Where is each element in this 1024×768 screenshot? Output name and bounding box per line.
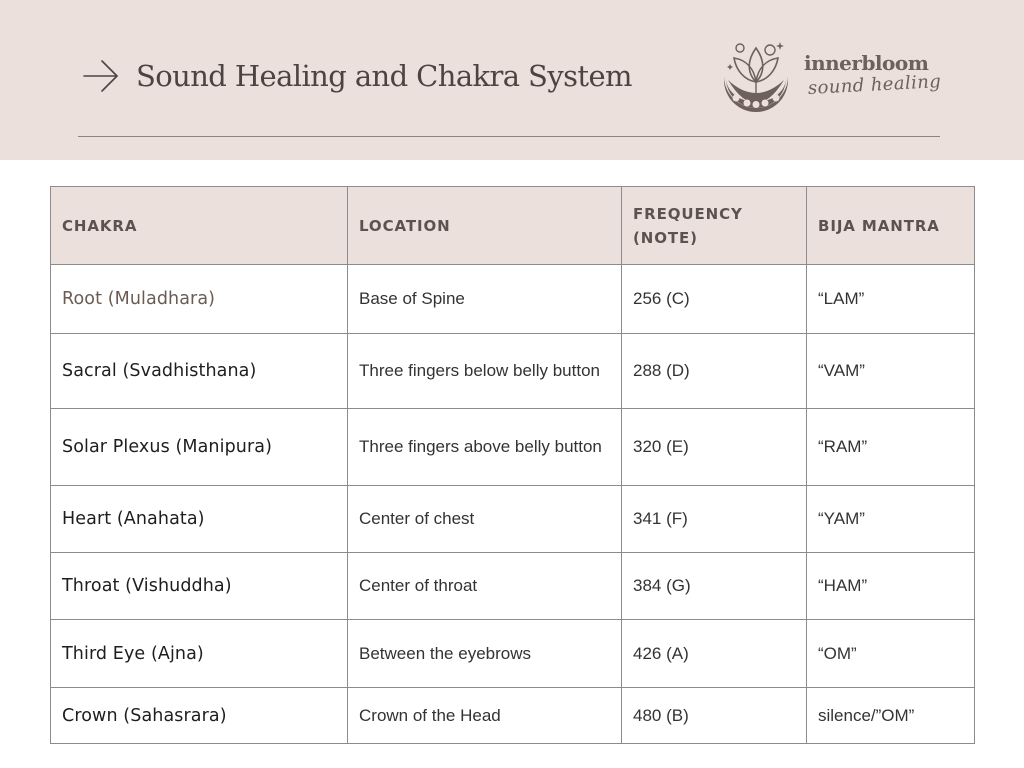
location-cell: Center of throat [348, 553, 622, 620]
location-cell: Three fingers above belly button [348, 409, 622, 486]
arrow-right-icon [82, 58, 120, 94]
table-row [51, 265, 975, 334]
chakra-cell: Sacral (Svadhisthana) [51, 334, 348, 409]
frequency-cell: 256 (C) [622, 265, 807, 334]
location-cell: Between the eyebrows [348, 620, 622, 688]
chakra-cell: Solar Plexus (Manipura) [51, 409, 348, 486]
brand-logo [716, 36, 946, 116]
frequency-cell: 288 (D) [622, 334, 807, 409]
frequency-cell: 480 (B) [622, 688, 807, 744]
column-header-bija-mantra: BIJA MANTRA [807, 187, 975, 265]
mantra-cell: silence/”OM” [807, 688, 975, 744]
frequency-cell: 384 (G) [622, 553, 807, 620]
page-header [0, 0, 1024, 160]
location-cell: Center of chest [348, 486, 622, 553]
frequency-cell: 341 (F) [622, 486, 807, 553]
mantra-cell: “RAM” [807, 409, 975, 486]
location-cell: Base of Spine [348, 265, 622, 334]
frequency-cell: 426 (A) [622, 620, 807, 688]
chakra-cell: Crown (Sahasrara) [51, 688, 348, 744]
mantra-cell: “LAM” [807, 265, 975, 334]
table-row [51, 688, 975, 744]
column-header-frequency: FREQUENCY (NOTE) [622, 187, 807, 265]
table-header-row [51, 187, 975, 265]
brand-tagline: sound healing [807, 71, 942, 99]
mantra-cell: “VAM” [807, 334, 975, 409]
mantra-cell: “HAM” [807, 553, 975, 620]
mantra-cell: “OM” [807, 620, 975, 688]
lotus-moon-logo-icon [720, 36, 792, 114]
chakra-cell: Third Eye (Ajna) [51, 620, 348, 688]
header-divider [78, 136, 940, 137]
location-cell: Three fingers below belly button [348, 334, 622, 409]
chakra-cell: Throat (Vishuddha) [51, 553, 348, 620]
chakra-cell: Root (Muladhara) [51, 265, 348, 334]
chakra-cell: Heart (Anahata) [51, 486, 348, 553]
table-row [51, 620, 975, 688]
frequency-cell: 320 (E) [622, 409, 807, 486]
table-row [51, 486, 975, 553]
brand-name: innerbloom [804, 51, 929, 75]
column-header-chakra: CHAKRA [51, 187, 348, 265]
table-row [51, 553, 975, 620]
table-row [51, 334, 975, 409]
table-row [51, 409, 975, 486]
location-cell: Crown of the Head [348, 688, 622, 744]
chakra-table [50, 186, 975, 744]
mantra-cell: “YAM” [807, 486, 975, 553]
page-title: Sound Healing and Chakra System [136, 59, 632, 93]
column-header-location: LOCATION [348, 187, 622, 265]
